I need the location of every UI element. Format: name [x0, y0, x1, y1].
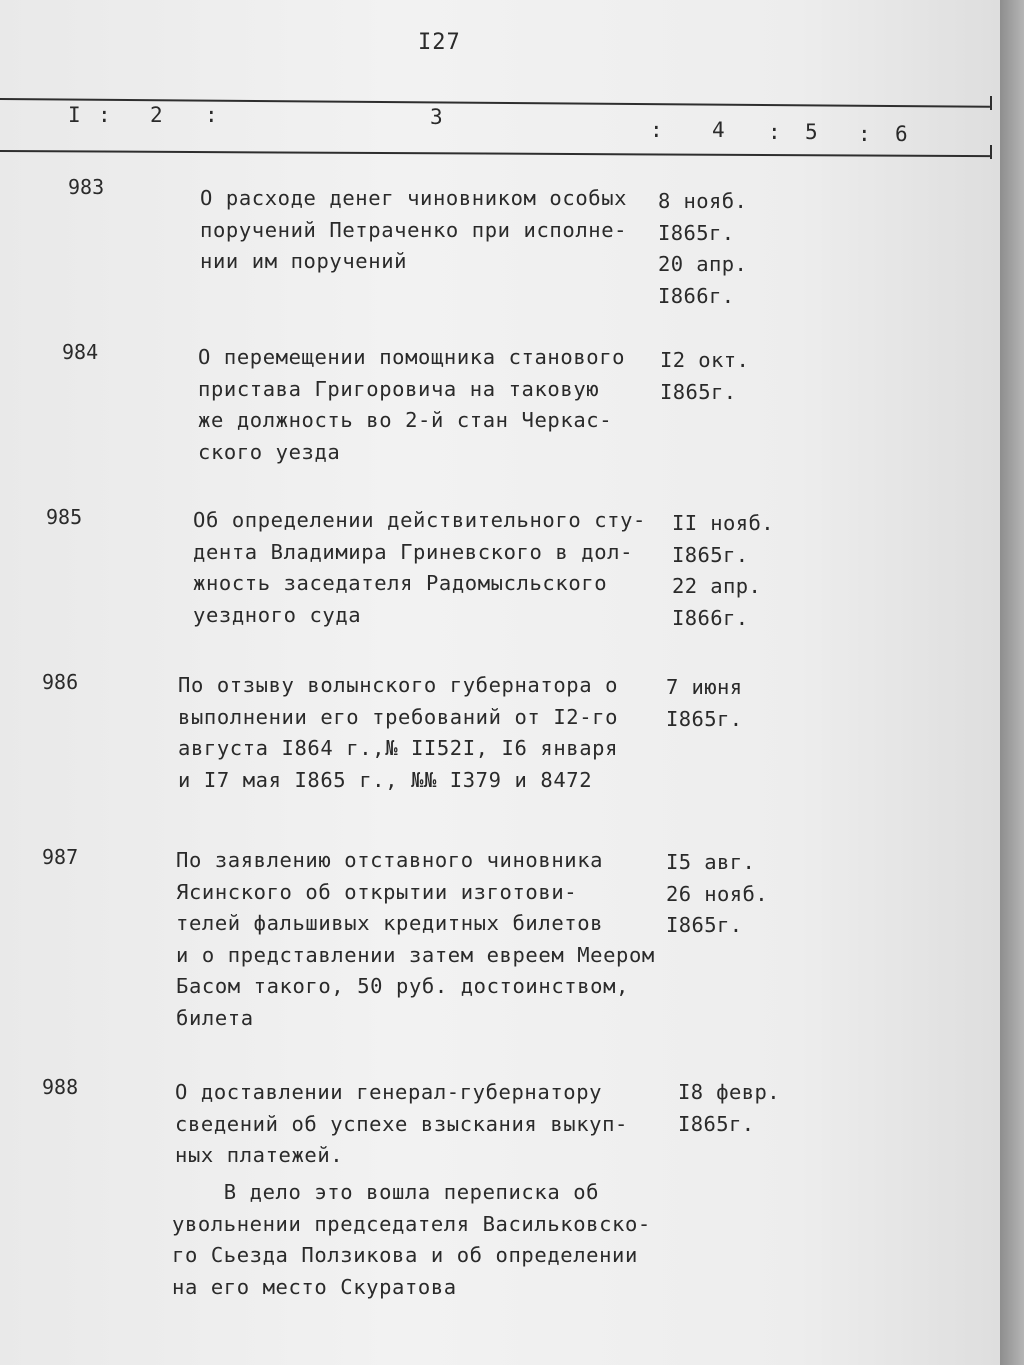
entry-title: О расходе денег чиновником особых поручений Петраченко при исполне- нии им поручений — [200, 186, 628, 273]
entry-dates: 7 июня I865г. — [666, 675, 743, 731]
column-head-3: 3 — [430, 105, 443, 129]
header-top-rule — [0, 98, 990, 108]
entry-dates: 8 нояб. I865г. 20 апр. I866г. — [658, 189, 748, 308]
entry-dates: I2 окт. I865г. — [660, 348, 750, 404]
header-top-tick — [980, 96, 992, 110]
entry-number: 986 — [42, 670, 79, 694]
entry-number: 983 — [68, 175, 105, 199]
column-separator: : — [650, 118, 663, 142]
column-head-5: 5 — [805, 120, 818, 144]
entry-title: Об определении действительного сту- дента Владимира Гриневского в дол- жность заседателя Радомысльского уездного суда — [193, 508, 646, 627]
page-number: I27 — [418, 30, 461, 55]
column-head-6: 6 — [895, 122, 908, 146]
column-head-1: I — [68, 103, 81, 127]
entry-title: По заявлению отставного чиновника Ясинского об открытии изготови- телей фальшивых кредитных билетов и о представлении затем евреем Меером Басом такого, 50 руб. достоинством, билета — [176, 848, 655, 1030]
entry-number: 984 — [62, 340, 99, 364]
entry-dates: I8 февр. I865г. — [678, 1080, 780, 1136]
entry-dates: I5 авг. 26 нояб. I865г. — [666, 850, 768, 937]
entry-title: О доставлении генерал-губернатору сведений об успехе взыскания выкуп- ных платежей. — [175, 1080, 628, 1167]
header-bottom-tick — [980, 145, 992, 159]
entry-title: По отзыву волынского губернатора о выполнении его требований от I2-го августа I864 г.,№ II52I, I6 января и I7 мая I865 г., №№ I379 и 8472 — [178, 673, 619, 792]
entry-note: В дело это вошла переписка об увольнении председателя Васильковско- го Сьезда Ползикова и об определении на его место Скуратова — [172, 1180, 651, 1299]
entry-dates: II нояб. I865г. 22 апр. I866г. — [672, 511, 774, 630]
entry-number: 987 — [42, 845, 79, 869]
column-separator: : — [768, 120, 781, 144]
column-head-2: 2 — [150, 103, 163, 127]
column-head-4: 4 — [712, 118, 725, 142]
page-edge-shadow — [1000, 0, 1024, 1365]
column-separator: : — [205, 103, 218, 127]
entry-title: О перемещении помощника станового пристава Григоровича на таковую же должность во 2-й стан Черкас- ского уезда — [198, 345, 626, 464]
column-separator: : — [98, 103, 111, 127]
entry-number: 988 — [42, 1075, 79, 1099]
header-bottom-rule — [0, 150, 990, 157]
column-separator: : — [858, 122, 871, 146]
entry-number: 985 — [46, 505, 83, 529]
